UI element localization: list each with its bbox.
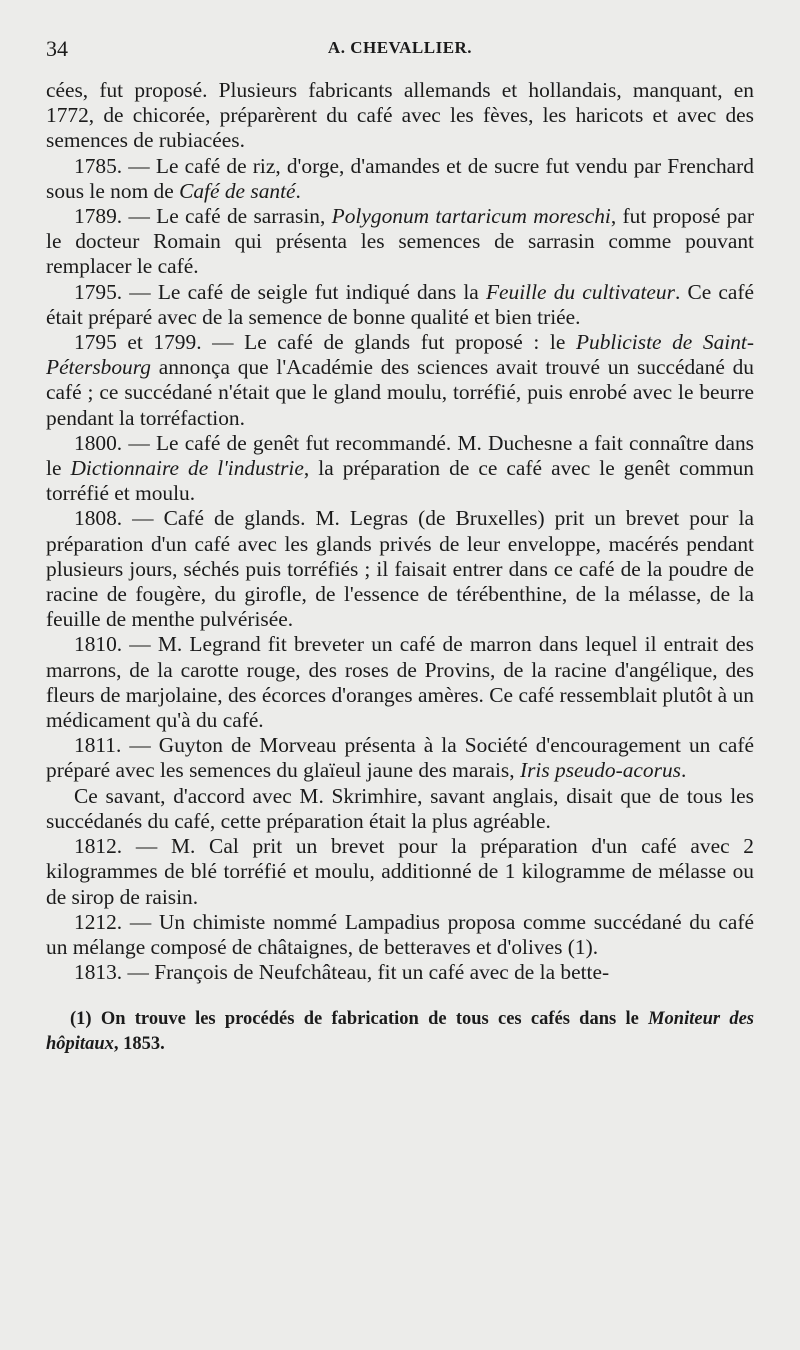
paragraph [46,910,754,960]
footnote [46,1007,754,1057]
text-run: , fut proposé par le docteur Romain qui présenta les semences de sarrasin comme pouvant remplacer le café. [46,204,754,279]
text-run: , 1853. [113,1034,165,1055]
page-header [46,36,754,64]
text-run: . [680,758,687,783]
paragraph [46,330,754,431]
text-run: (1) On trouve les procédés de fabrication de tous ces cafés dans le [70,1009,649,1030]
paragraph [46,632,754,733]
running-head: A. CHEVALLIER. [327,38,473,57]
italic-text: Publiciste de Saint-Pétersbourg [46,330,754,380]
text-run: 1789. — Le café de sarrasin, [74,204,332,229]
footnotes [46,1007,754,1057]
text-run: . [295,178,301,203]
paragraph [46,784,754,834]
text-run: 1785. — Le café de riz, d'orge, d'amandes et de sucre fut vendu par Frenchard sous le nom de [46,153,754,203]
italic-text: Café de santé [179,178,296,203]
italic-text: Iris pseudo-acorus [519,758,681,783]
text-run: 1812. — M. Cal prit un brevet pour la préparation d'un café avec 2 kilogrammes de blé torréfié et moulu, additionné de 1 kilogramme de mélasse ou de sirop de raisin. [46,834,754,909]
paragraph [46,280,754,330]
paragraph [46,78,754,154]
text-run: Ce savant, d'accord avec M. Skrimhire, savant anglais, disait que de tous les succédanés du café, cette préparation était la plus agréable. [46,783,754,833]
italic-text: Feuille du cultivateur [485,279,675,304]
paragraph [46,431,754,507]
text-run: , la préparation de ce café avec le genêt commun torréfié et moulu. [46,456,754,506]
italic-text: Polygonum tartaricum moreschi [331,204,611,229]
text-run: 1212. — Un chimiste nommé Lampadius proposa comme succédané du café un mélange composé de châtaignes, de betteraves et d'olives (1). [46,909,754,959]
paragraph [46,506,754,632]
paragraph [46,834,754,910]
text-run: cées, fut proposé. Plusieurs fabricants allemands et hollandais, manquant, en 1772, de chicorée, préparèrent du café avec les fèves, les haricots et avec des semences de rubiacées. [46,78,754,153]
text-run: 1810. — M. Legrand fit breveter un café de marron dans lequel il entrait des marrons, de la carotte rouge, des roses de Provins, de la racine d'angélique, des fleurs de marjolaine, des écorces d'oranges amères. Ce café ressemblait plutôt à un médicament qu'à du café. [46,632,754,733]
italic-text: Dictionnaire de l'industrie [70,456,304,481]
text-run: 1795 et 1799. — Le café de glands fut proposé : le [74,330,576,355]
text-run: 1795. — Le café de seigle fut indiqué dans la [74,279,486,304]
text-run: annonça que l'Académie des sciences avait trouvé un succédané du café ; ce succédané n'était que le gland moulu, torréfié, puis enrobé avec le beurre pendant la torréfaction. [46,355,754,430]
text-run: 1808. — Café de glands. M. Legras (de Bruxelles) prit un brevet pour la préparation d'un café avec les glands privés de leur enveloppe, macérés pendant plusieurs jours, séchés puis torréfiés ; il faisait entrer dans ce café de la poudre de racine de fougère, du girofle, de l'essence de térébenthine, de la mélasse, de la feuille de menthe pulvérisée. [46,506,754,632]
text-run: 1811. — Guyton de Morveau présenta à la Société d'encouragement un café préparé avec les semences du glaïeul jaune des marais, [46,733,754,783]
paragraph [46,960,754,985]
italic-text: Moniteur des hôpitaux [46,1009,754,1055]
text-run: 1813. — François de Neufchâteau, fit un café avec de la bette- [74,960,610,985]
paragraph [46,154,754,204]
paragraph [46,204,754,280]
body-text [46,78,754,985]
paragraph [46,733,754,783]
text-run: . Ce café était préparé avec de la semence de bonne qualité et bien triée. [46,279,754,329]
page-number: 34 [46,36,68,61]
text-run: 1800. — Le café de genêt fut recommandé. M. Duchesne a fait connaître dans le [46,430,754,481]
